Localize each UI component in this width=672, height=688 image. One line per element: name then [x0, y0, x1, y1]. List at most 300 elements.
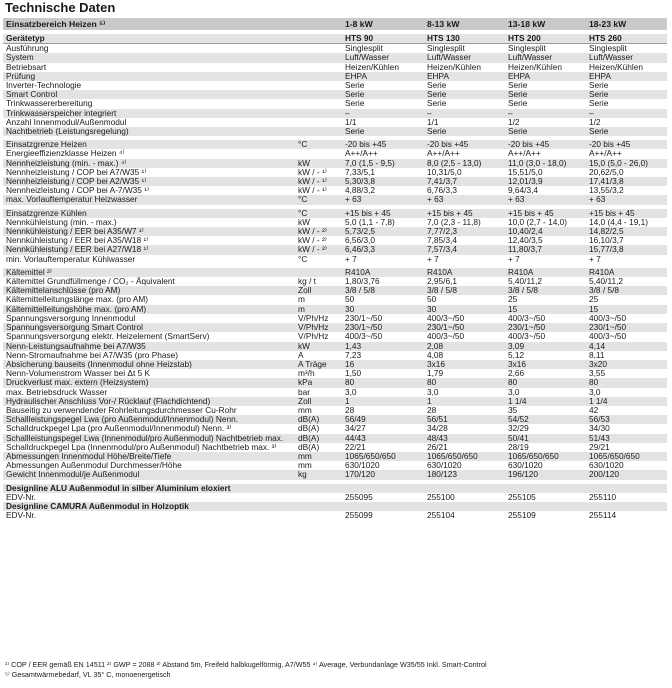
table-row: [3, 118, 667, 127]
table-cell: 3x16: [505, 360, 586, 369]
table-cell: Inverter-Technologie: [6, 81, 82, 91]
table-cell: 1-8 kW: [342, 18, 424, 30]
table-cell: °C: [295, 209, 342, 218]
table-cell: m: [295, 305, 342, 314]
table-cell: A: [298, 350, 304, 360]
table-cell: [295, 502, 342, 511]
table-cell: bar: [298, 387, 310, 397]
table-cell: V/Ph/Hz: [295, 323, 342, 332]
table-cell: 7,33/5,1: [345, 167, 375, 177]
table-row: [3, 502, 667, 511]
table-cell: 7,57/3,4: [424, 245, 505, 254]
table-cell: 2,08: [424, 342, 505, 351]
table-cell: Serie: [427, 81, 447, 91]
table-cell: Betriebsart: [6, 62, 47, 72]
table-cell: 20,62/5,0: [589, 167, 624, 177]
table-cell: Kältemittel Grundfüllmenge / CO₂ - Äquivalent: [6, 277, 175, 287]
table-cell: Luft/Wasser: [424, 53, 505, 62]
table-cell: 1/1: [427, 117, 439, 127]
table-row: [3, 227, 667, 236]
table-cell: 6,56/3,0: [345, 236, 375, 246]
table-cell: Serie: [586, 90, 667, 99]
table-cell: –: [505, 109, 586, 118]
table-cell: Serie: [505, 127, 586, 136]
table-cell: 3,0: [589, 387, 601, 397]
table-cell: dB(A): [295, 415, 342, 424]
table-cell: 1065/650/650: [505, 452, 586, 461]
table-cell: 3/8 / 5/8: [505, 286, 586, 295]
table-cell: 4,88/3,2: [345, 186, 375, 196]
table-cell: [295, 484, 342, 493]
table-cell: 255104: [427, 511, 455, 521]
table-cell: 18-23 kW: [586, 18, 667, 30]
table-cell: 5,40/11,2: [508, 277, 542, 287]
table-cell: 50: [345, 295, 355, 305]
table-cell: kW / - ¹⁾: [298, 186, 327, 196]
table-cell: R410A: [505, 268, 586, 277]
table-cell: Schalldruckpegel Lpa (Innenmodul/pro Außenmodul) Nachtbetrieb max. ³⁾: [6, 442, 277, 452]
table-cell: System: [3, 53, 295, 62]
table-cell: kW / - ¹⁾: [295, 177, 342, 186]
table-row: [3, 360, 667, 369]
table-cell: [295, 118, 342, 127]
table-row: [3, 351, 667, 360]
table-cell: Nennheizleistung / COP bei A7/W35 ¹⁾: [6, 167, 147, 177]
table-cell: Spannungsversorgung elektr. Heizelement (SmartServ): [6, 332, 210, 342]
table-cell: R410A: [424, 268, 505, 277]
table-cell: 255110: [589, 492, 617, 502]
table-cell: 255099: [345, 511, 373, 521]
table-row: [3, 461, 667, 470]
table-cell: Serie: [342, 127, 424, 136]
table-cell: A++/A++: [508, 149, 541, 159]
table-cell: min. Vorlauftemperatur Kühlwasser: [6, 254, 136, 264]
table-cell: [295, 99, 342, 108]
table-cell: 29/21: [589, 442, 610, 452]
table-cell: + 63: [424, 195, 505, 204]
table-cell: A++/A++: [345, 149, 378, 159]
table-row: [3, 140, 667, 149]
table-cell: [295, 18, 342, 30]
table-cell: 3,55: [589, 369, 606, 379]
table-cell: HTS 130: [424, 34, 505, 44]
table-cell: Luft/Wasser: [505, 53, 586, 62]
table-cell: -20 bis +45: [586, 140, 667, 149]
table-cell: 1065/650/650: [424, 452, 505, 461]
table-cell: Kältemittelanschlüsse (pro AM): [3, 286, 295, 295]
table-row: [3, 452, 667, 461]
table-cell: Luft/Wasser: [586, 53, 667, 62]
table-cell: R410A: [342, 268, 424, 277]
table-row: [3, 378, 667, 387]
table-row: [3, 90, 667, 99]
table-cell: 16,10/3,7: [589, 236, 624, 246]
table-cell: 5,12: [508, 350, 525, 360]
spec-table: [3, 18, 667, 520]
table-cell: 14,82/2,5: [586, 227, 667, 236]
table-cell: 3,09: [505, 342, 586, 351]
table-cell: Designline CAMURA Außenmodul in Holzoptik: [3, 502, 295, 511]
table-cell: kW / - ¹⁾: [298, 167, 327, 177]
table-cell: 10,31/5,0: [427, 167, 462, 177]
table-cell: Serie: [424, 90, 505, 99]
table-cell: 5,30/3,8: [342, 177, 424, 186]
table-cell: max. Betriebsdruck Wasser: [6, 387, 108, 397]
table-cell: Einsatzgrenze Heizen: [3, 140, 295, 149]
table-row: [3, 406, 667, 415]
table-cell: +15 bis + 45: [342, 209, 424, 218]
table-cell: 255114: [589, 511, 617, 521]
table-cell: Singlesplit: [508, 43, 546, 54]
table-cell: [295, 72, 342, 81]
table-cell: + 7: [589, 254, 601, 264]
table-cell: 26/21: [427, 442, 448, 452]
table-cell: -20 bis +45: [505, 140, 586, 149]
table-cell: 400/3~/50: [508, 313, 546, 323]
table-cell: 2,66: [508, 369, 525, 379]
table-cell: [295, 127, 342, 136]
table-cell: EHPA: [505, 72, 586, 81]
table-cell: 7,23: [345, 350, 362, 360]
table-cell: 28: [345, 405, 355, 415]
table-cell: 14,0 (4,4 - 19,1): [589, 217, 649, 227]
table-cell: 28/19: [508, 442, 529, 452]
table-cell: V/Ph/Hz: [298, 313, 329, 323]
table-cell: Einsatzbereich Heizen ⁵⁾: [3, 18, 295, 30]
table-cell: [295, 109, 342, 118]
table-row: [3, 81, 667, 90]
table-cell: Zoll: [295, 286, 342, 295]
table-cell: mm: [298, 461, 312, 471]
table-cell: 180/123: [424, 470, 505, 479]
table-cell: 15: [586, 305, 667, 314]
table-cell: 630/1020: [589, 461, 624, 471]
table-cell: Designline ALU Außenmodul in silber Aluminium eloxiert: [3, 484, 295, 493]
table-cell: 400/3~/50: [589, 332, 627, 342]
table-row: [3, 168, 667, 177]
table-cell: HTS 260: [586, 34, 667, 44]
table-row: [3, 493, 667, 502]
table-cell: 5,0 (1,1 - 7,8): [345, 217, 395, 227]
table-cell: 48/43: [424, 434, 505, 443]
table-cell: mm: [298, 405, 312, 415]
table-row: [3, 305, 667, 314]
table-header: [3, 18, 667, 30]
table-cell: [295, 34, 342, 44]
table-cell: A++/A++: [427, 149, 460, 159]
table-cell: 3/8 / 5/8: [424, 286, 505, 295]
table-cell: m: [298, 295, 305, 305]
table-cell: 12,01/3,9: [505, 177, 586, 186]
table-cell: 1,50: [345, 369, 362, 379]
table-cell: Singlesplit: [589, 43, 627, 54]
table-cell: 6,76/3,3: [427, 186, 457, 196]
table-cell: Nennkühleistung / EER bei A35/W7 ¹⁾: [3, 227, 295, 236]
table-cell: [295, 81, 342, 90]
table-row: [3, 434, 667, 443]
table-cell: 1/1: [345, 117, 357, 127]
table-row: [3, 99, 667, 108]
table-cell: 10,40/2,4: [505, 227, 586, 236]
table-cell: 34/28: [427, 424, 448, 434]
table-cell: Serie: [508, 81, 528, 91]
table-row: [3, 195, 667, 204]
table-cell: 80: [342, 378, 424, 387]
table-row: [3, 177, 667, 186]
table-cell: -20 bis +45: [342, 140, 424, 149]
table-cell: R410A: [586, 268, 667, 277]
table-row: [3, 159, 667, 168]
table-cell: 4,14: [586, 342, 667, 351]
table-cell: Nennheizleistung / COP bei A-7/W35 ¹⁾: [6, 186, 150, 196]
table-row: [3, 109, 667, 118]
table-cell: kPa: [295, 378, 342, 387]
table-cell: 1/2: [589, 117, 601, 127]
table-cell: 9,64/3,4: [508, 186, 538, 196]
table-cell: kW: [295, 342, 342, 351]
table-row: [3, 424, 667, 433]
table-row: [3, 332, 667, 341]
table-cell: Serie: [342, 90, 424, 99]
table-cell: 3/8 / 5/8: [586, 286, 667, 295]
table-cell: Serie: [508, 99, 528, 109]
table-cell: 13-18 kW: [505, 18, 586, 30]
table-cell: EHPA: [424, 72, 505, 81]
table-cell: +15 bis + 45: [586, 209, 667, 218]
table-cell: Trinkwasserspeicher integriert: [3, 109, 295, 118]
table-cell: Serie: [424, 127, 505, 136]
table-cell: EHPA: [342, 72, 424, 81]
table-cell: Einsatzgrenze Kühlen: [3, 209, 295, 218]
table-cell: [295, 63, 342, 72]
table-cell: 22/21: [345, 442, 366, 452]
table-cell: Kältemittelleitungslänge max. (pro AM): [6, 295, 149, 305]
table-cell: 170/120: [342, 470, 424, 479]
table-cell: + 63: [342, 195, 424, 204]
table-cell: 3x20: [586, 360, 667, 369]
table-cell: 32/29: [508, 424, 529, 434]
table-row: [3, 369, 667, 378]
table-cell: A Träge: [295, 360, 342, 369]
table-cell: [295, 44, 342, 54]
table-cell: 630/1020: [508, 461, 543, 471]
table-cell: dB(A): [298, 424, 320, 434]
table-cell: 34/30: [589, 424, 610, 434]
table-cell: 7,85/3,4: [427, 236, 457, 246]
table-cell: Serie: [505, 90, 586, 99]
table-cell: 35: [508, 405, 518, 415]
table-row: [3, 236, 667, 245]
table-row: [3, 245, 667, 254]
table-cell: EDV-Nr.: [6, 492, 36, 502]
table-cell: 230/1~/50: [342, 323, 424, 332]
table-cell: Kältemittelleitungshöhe max. (pro AM): [3, 305, 295, 314]
table-cell: Gerätetyp: [3, 34, 295, 44]
table-cell: 30: [342, 305, 424, 314]
table-cell: Nennkühleistung / EER bei A27/W18 ¹⁾: [3, 245, 295, 254]
table-cell: Schallleistungspegel Lwa (pro Außenmodul/Innenmodul) Nenn.: [3, 415, 295, 424]
table-cell: Nennheizleistung / COP bei A2/W35 ¹⁾: [3, 177, 295, 186]
table-row: [3, 397, 667, 406]
table-cell: [342, 484, 424, 493]
table-cell: 1065/650/650: [342, 452, 424, 461]
table-cell: Spannungsversorgung Innenmodul: [6, 313, 136, 323]
table-cell: 1/2: [508, 117, 520, 127]
table-cell: +15 bis + 45: [424, 209, 505, 218]
table-cell: [295, 149, 342, 158]
table-cell: 30: [424, 305, 505, 314]
table-cell: 80: [586, 378, 667, 387]
table-cell: 8-13 kW: [424, 18, 505, 30]
table-cell: 3/8 / 5/8: [342, 286, 424, 295]
table-row: [3, 53, 667, 62]
table-row: [3, 342, 667, 351]
table-cell: 1,43: [342, 342, 424, 351]
table-cell: [295, 268, 342, 277]
footnote-line: ¹⁾ COP / EER gemäß EN 14511 ²⁾ GWP = 2088 ³⁾ Abstand 5m, Freifeld halbkugelförmig, A7/W55 ⁴⁾ Average, Verbundanlage W35/55 Inkl. Smart-Control: [5, 660, 487, 669]
table-cell: kW / - ²⁾: [295, 227, 342, 236]
table-cell: Prüfung: [3, 72, 295, 81]
table-cell: [424, 502, 505, 511]
table-row: [3, 286, 667, 295]
table-cell: 3x16: [424, 360, 505, 369]
table-cell: 1: [342, 397, 424, 406]
table-cell: 2,95/6,1: [427, 277, 457, 287]
table-row: [3, 295, 667, 304]
table-cell: –: [424, 109, 505, 118]
table-cell: 630/1020: [345, 461, 380, 471]
table-cell: 44/43: [342, 434, 424, 443]
table-cell: 230/1~/50: [424, 323, 505, 332]
table-cell: 6,46/3,3: [342, 245, 424, 254]
table-cell: 400/3~/50: [589, 313, 627, 323]
table-cell: Luft/Wasser: [342, 53, 424, 62]
table-cell: 54/52: [505, 415, 586, 424]
table-cell: Serie: [345, 81, 365, 91]
table-cell: 17,41/3,8: [586, 177, 667, 186]
table-cell: 51/43: [586, 434, 667, 443]
table-cell: Ausführung: [6, 43, 49, 54]
table-cell: 200/120: [586, 470, 667, 479]
table-cell: max. Vorlauftemperatur Heizwasser: [3, 195, 295, 204]
page-title: Technische Daten: [5, 0, 116, 15]
table-row: [3, 388, 667, 397]
table-cell: Heizen/Kühlen: [508, 62, 562, 72]
table-row: [3, 314, 667, 323]
table-cell: 80: [424, 378, 505, 387]
table-cell: Heizen/Kühlen: [589, 62, 643, 72]
table-cell: 1 1/4: [586, 397, 667, 406]
table-cell: Spannungsversorgung Smart Control: [3, 323, 295, 332]
table-cell: EHPA: [586, 72, 667, 81]
table-cell: [295, 90, 342, 99]
table-cell: Zoll: [295, 397, 342, 406]
table-cell: 3,0: [427, 387, 439, 397]
table-cell: kW: [298, 217, 310, 227]
table-cell: 3,0: [345, 387, 357, 397]
table-row: [3, 218, 667, 227]
table-cell: Schallleistungspegel Lwa (Innenmodul/pro Außenmodul) Nachtbetrieb max.: [3, 434, 295, 443]
table-cell: 25: [589, 295, 599, 305]
table-row: [3, 470, 667, 479]
table-row: [3, 268, 667, 277]
table-cell: 1,80/3,76: [345, 277, 380, 287]
table-cell: 5,40/11,2: [589, 277, 623, 287]
table-cell: + 7: [508, 254, 520, 264]
table-cell: Smart Control: [3, 90, 295, 99]
table-cell: 1 1/4: [505, 397, 586, 406]
table-row: [3, 149, 667, 158]
table-cell: 25: [508, 295, 518, 305]
table-row: [3, 72, 667, 81]
table-cell: 230/1~/50: [345, 313, 383, 323]
table-cell: Trinkwassererbereitung: [6, 99, 93, 109]
table-cell: dB(A): [298, 442, 320, 452]
table-cell: Druckverlust max. extern (Heizsystem): [3, 378, 295, 387]
table-cell: kg / t: [298, 277, 316, 287]
table-cell: HTS 90: [342, 34, 424, 44]
table-row: [3, 209, 667, 218]
table-cell: 34/27: [345, 424, 366, 434]
table-cell: A++/A++: [589, 149, 622, 159]
table-cell: 15,77/3,8: [586, 245, 667, 254]
table-cell: + 63: [505, 195, 586, 204]
table-cell: Nenn-Stromaufnahme bei A7/W35 (pro Phase): [6, 350, 179, 360]
table-cell: 255095: [345, 492, 373, 502]
table-cell: Abmessungen Innenmodul Höhe/Breite/Tiefe: [3, 452, 295, 461]
table-row: [3, 186, 667, 195]
table-cell: Singlesplit: [427, 43, 465, 54]
table-cell: 7,0 (2,3 - 11,8): [427, 217, 481, 227]
table-cell: 80: [505, 378, 586, 387]
table-cell: 255100: [427, 492, 455, 502]
table-cell: 3,0: [508, 387, 520, 397]
table-cell: –: [586, 109, 667, 118]
table-cell: 15,0 (5,0 - 26,0): [586, 159, 667, 168]
table-cell: °C: [295, 140, 342, 149]
table-cell: 50: [427, 295, 437, 305]
table-cell: –: [342, 109, 424, 118]
table-cell: +15 bis + 45: [505, 209, 586, 218]
table-cell: Anzahl Innenmodul/Außenmodul: [6, 117, 127, 127]
table-cell: 255109: [508, 511, 536, 521]
table-cell: 1065/650/650: [586, 452, 667, 461]
table-cell: 400/3~/50: [345, 332, 383, 342]
table-cell: Bauseitig zu verwendender Rohrleitungsdurchmesser Cu-Rohr: [6, 405, 237, 415]
table-cell: m³/h: [298, 369, 315, 379]
table-cell: °C: [295, 195, 342, 204]
table-cell: Serie: [345, 99, 365, 109]
table-cell: 255105: [508, 492, 536, 502]
table-cell: 400/3~/50: [427, 313, 465, 323]
table-cell: Gewicht Innenmodul/je Außenmodul: [3, 470, 295, 479]
table-cell: mm: [295, 452, 342, 461]
table-cell: Nennkühleistung (min. - max.): [6, 217, 117, 227]
table-row: [3, 127, 667, 136]
table-cell: kg: [295, 470, 342, 479]
table-cell: [295, 493, 342, 502]
table-cell: kW: [295, 159, 342, 168]
table-cell: Nennkühleistung / EER bei A35/W18 ¹⁾: [6, 236, 149, 246]
table-cell: Nennheizleistung (min. - max.) ⁴⁾: [3, 159, 295, 168]
table-cell: 5,73/2,5: [342, 227, 424, 236]
table-cell: Heizen/Kühlen: [427, 62, 481, 72]
table-cell: Singlesplit: [345, 43, 383, 54]
table-cell: [586, 502, 667, 511]
table-cell: 7,77/2,3: [424, 227, 505, 236]
table-cell: + 7: [427, 254, 439, 264]
table-cell: [424, 484, 505, 493]
